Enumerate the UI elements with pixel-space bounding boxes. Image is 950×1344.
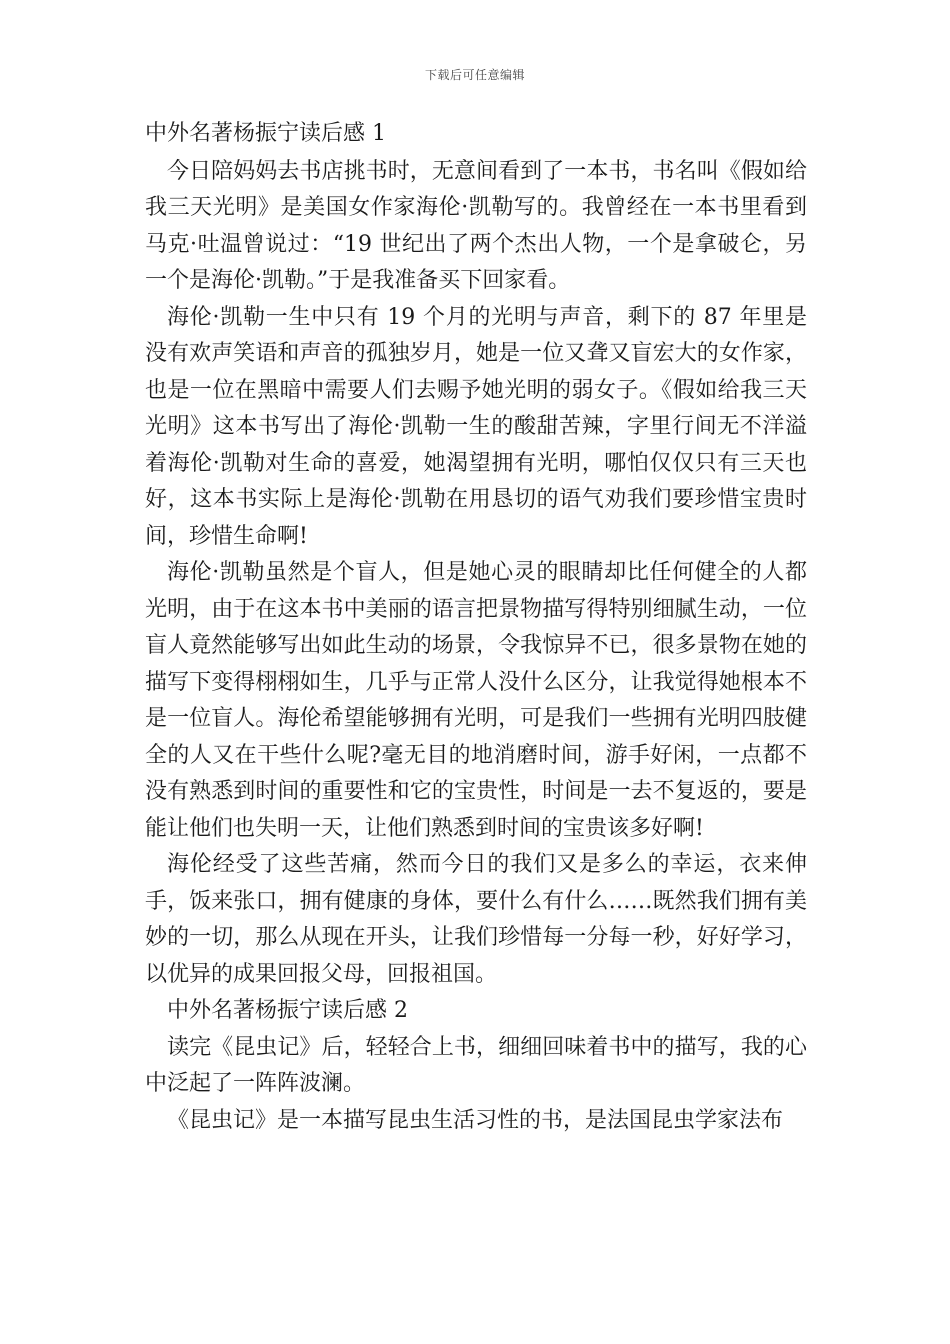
paragraph: 海伦经受了这些苦痛，然而今日的我们又是多么的幸运，衣来伸手，饭来张口，拥有健康的身体，要什么有什么……既然我们拥有美妙的一切，那么从现在开头，让我们珍惜每一分每一秒，好好学习，以优异的成果回报父母，回报祖国。 (145, 852, 807, 987)
document-body (145, 116, 807, 1139)
paragraph: 海伦·凯勒一生中只有 19 个月的光明与声音，剩下的 87 年里是没有欢声笑语和声音的孤独岁月，她是一位又聋又盲宏大的女作家，也是一位在黑暗中需要人们去赐予她光明的弱女子。《假如给我三天光明》这本书写出了海伦·凯勒一生的酸甜苦辣，字里行间无不洋溢着海伦·凯勒对生命的喜爱，她渴望拥有光明，哪怕仅仅只有三天也好，这本书实际上是海伦·凯勒在用恳切的语气劝我们要珍惜宝贵时间，珍惜生命啊! (145, 304, 807, 549)
paragraph: 海伦·凯勒虽然是个盲人，但是她心灵的眼睛却比任何健全的人都光明，由于在这本书中美丽的语言把景物描写得特别细腻生动，一位盲人竟然能够写出如此生动的场景，令我惊异不已，很多景物在她的描写下变得栩栩如生，几乎与正常人没什么区分，让我觉得她根本不是一位盲人。海伦希望能够拥有光明，可是我们一些拥有光明四肢健全的人又在干些什么呢?毫无目的地消磨时间，游手好闲，一点都不没有熟悉到时间的重要性和它的宝贵性，时间是一去不复返的，要是能让他们也失明一天，让他们熟悉到时间的宝贵该多好啊! (145, 560, 807, 841)
essay-heading-2: 中外名著杨振宁读后感 2 (167, 998, 408, 1023)
header-note: 下载后可任意编辑 (424, 68, 525, 82)
paragraph: 《昆虫记》是一本描写昆虫生活习性的书，是法国昆虫学家法布 (167, 1107, 784, 1133)
essay-heading-1: 中外名著杨振宁读后感 1 (145, 121, 386, 146)
paragraph: 读完《昆虫记》后，轻轻合上书，细细回味着书中的描写，我的心中泛起了一阵阵波澜。 (145, 1034, 807, 1096)
paragraph: 今日陪妈妈去书店挑书时，无意间看到了一本书，书名叫《假如给我三天光明》是美国女作家海伦·凯勒写的。我曾经在一本书里看到马克·吐温曾说过：“19 世纪出了两个杰出人物，一个是拿破仑，另一个是海伦·凯勒。”于是我准备买下回家看。 (145, 158, 807, 293)
